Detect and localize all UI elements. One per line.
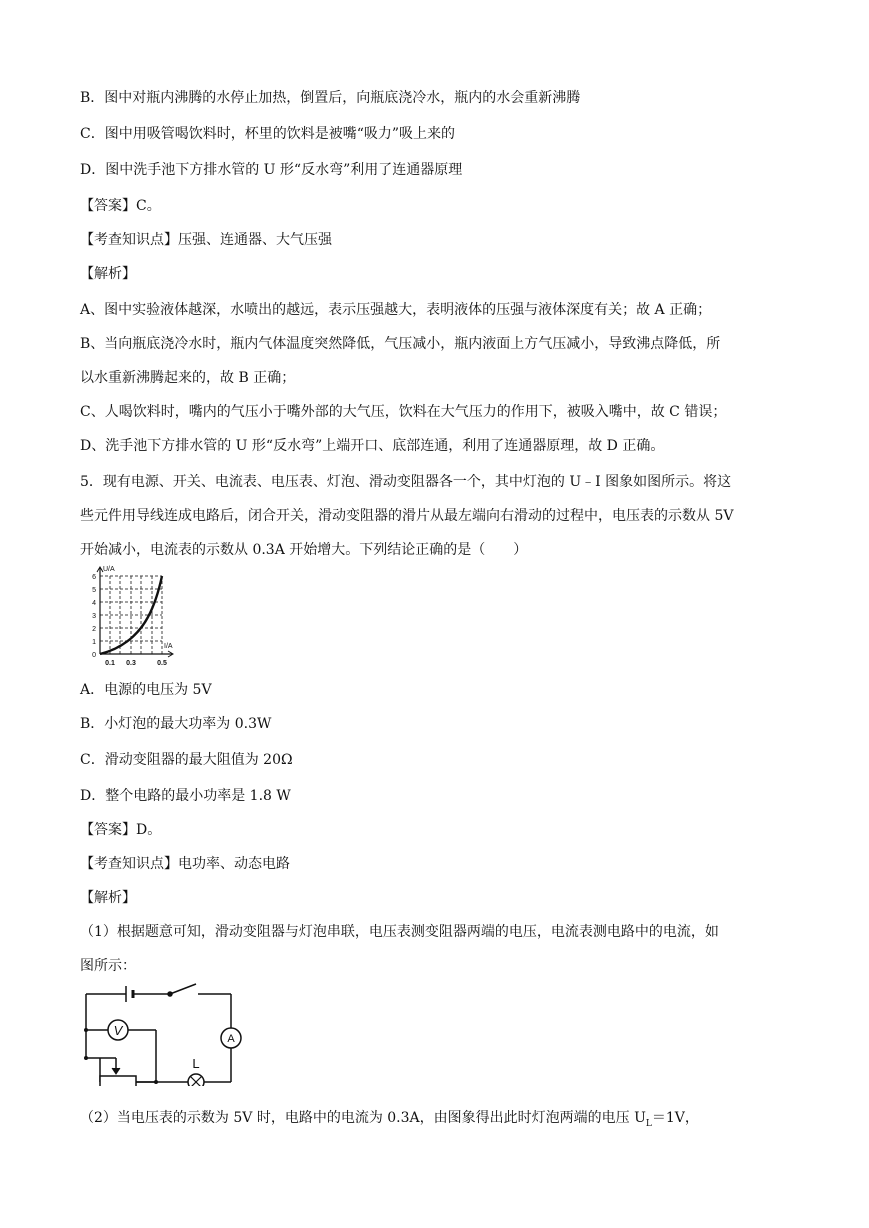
- line-2: C．图中用吸管喝饮料时，杯里的饮料是被嘴“吸力”吸上来的: [80, 126, 456, 142]
- option-d: D．整个电路的最小功率是 1.8 W: [80, 788, 291, 804]
- x-tick-0-5: 0.5: [157, 660, 167, 667]
- line-8: B、当向瓶底浇冷水时，瓶内气体温度突然降低，气压减小，瓶内液面上方气压减小，导致沸点降低，所: [80, 336, 721, 352]
- option-a: A．电源的电压为 5V: [80, 682, 212, 698]
- question-5-line-3: 开始减小，电流表的示数从 0.3A 开始增大。下列结论正确的是（ ）: [80, 542, 528, 558]
- analysis-line-2: 图所示：: [80, 958, 136, 974]
- lamp-label: L: [192, 1056, 200, 1071]
- answer-label-2: 【答案】D。: [80, 822, 162, 838]
- y-tick-0: 0: [92, 652, 96, 659]
- x-tick-0-1: 0.1: [105, 660, 115, 667]
- y-tick-2: 2: [92, 626, 96, 633]
- question-5-line-1: 5．现有电源、开关、电流表、电压表、灯泡、滑动变阻器各一个，其中灯泡的 U﹣I 图象如图所示。将这: [80, 474, 732, 490]
- ammeter-label: A: [227, 1033, 235, 1045]
- line-3: D．图中洗手池下方排水管的 U 形“反水弯”利用了连通器原理: [80, 162, 463, 178]
- y-tick-3: 3: [92, 613, 96, 620]
- analysis-heading: 【解析】: [80, 266, 136, 282]
- option-c: C．滑动变阻器的最大阻值为 20Ω: [80, 752, 293, 768]
- y-axis-label: U/A: [103, 566, 115, 573]
- question-5-line-2: 些元件用导线连成电路后，闭合开关，滑动变阻器的滑片从最左端向右滑动的过程中，电压表的示数从 5V: [80, 508, 734, 524]
- option-b: B．小灯泡的最大功率为 0.3W: [80, 716, 272, 732]
- circuit-diagram: [80, 980, 250, 1086]
- analysis-line-3-tail: ＝1V，: [651, 1110, 699, 1126]
- knowledge-points: 【考查知识点】压强、连通器、大气压强: [80, 232, 332, 248]
- line-1: B．图中对瓶内沸腾的水停止加热，倒置后，向瓶底浇冷水，瓶内的水会重新沸腾: [80, 90, 581, 106]
- y-tick-4: 4: [92, 600, 96, 607]
- analysis-line-3: [80, 1108, 699, 1134]
- line-11: D、洗手池下方排水管的 U 形“反水弯”上端开口、底部连通，利用了连通器原理，故 D 正确。: [80, 438, 665, 454]
- x-tick-0-3: 0.3: [126, 660, 136, 667]
- y-tick-6: 6: [92, 574, 96, 581]
- line-7: A、图中实验液体越深，水喷出的越远，表示压强越大，表明液体的压强与液体深度有关；故 A 正确；: [80, 302, 712, 318]
- knowledge-points-2: 【考查知识点】电功率、动态电路: [80, 856, 290, 872]
- line-10: C、人喝饮料时，嘴内的气压小于嘴外部的大气压，饮料在大气压力的作用下，被吸入嘴中，故 C 错误；: [80, 404, 727, 420]
- voltmeter-label: V: [113, 1023, 123, 1038]
- analysis-line-1: （1）根据题意可知，滑动变阻器与灯泡串联，电压表测变阻器两端的电压，电流表测电路中的电流，如: [80, 924, 719, 940]
- u-i-graph: [80, 562, 180, 670]
- analysis-line-3-text: （2）当电压表的示数为 5V 时，电路中的电流为 0.3A，由图象得出此时灯泡两端的电压 U: [80, 1110, 646, 1126]
- rheostat: [100, 1076, 136, 1086]
- analysis-heading-2: 【解析】: [80, 890, 136, 906]
- y-tick-5: 5: [92, 587, 96, 594]
- y-tick-1: 1: [92, 639, 96, 646]
- line-9: 以水重新沸腾起来的，故 B 正确；: [80, 370, 296, 386]
- ul-subscript: L: [645, 1118, 652, 1129]
- x-axis-label: I/A: [164, 643, 173, 650]
- answer-label: 【答案】C。: [80, 198, 161, 214]
